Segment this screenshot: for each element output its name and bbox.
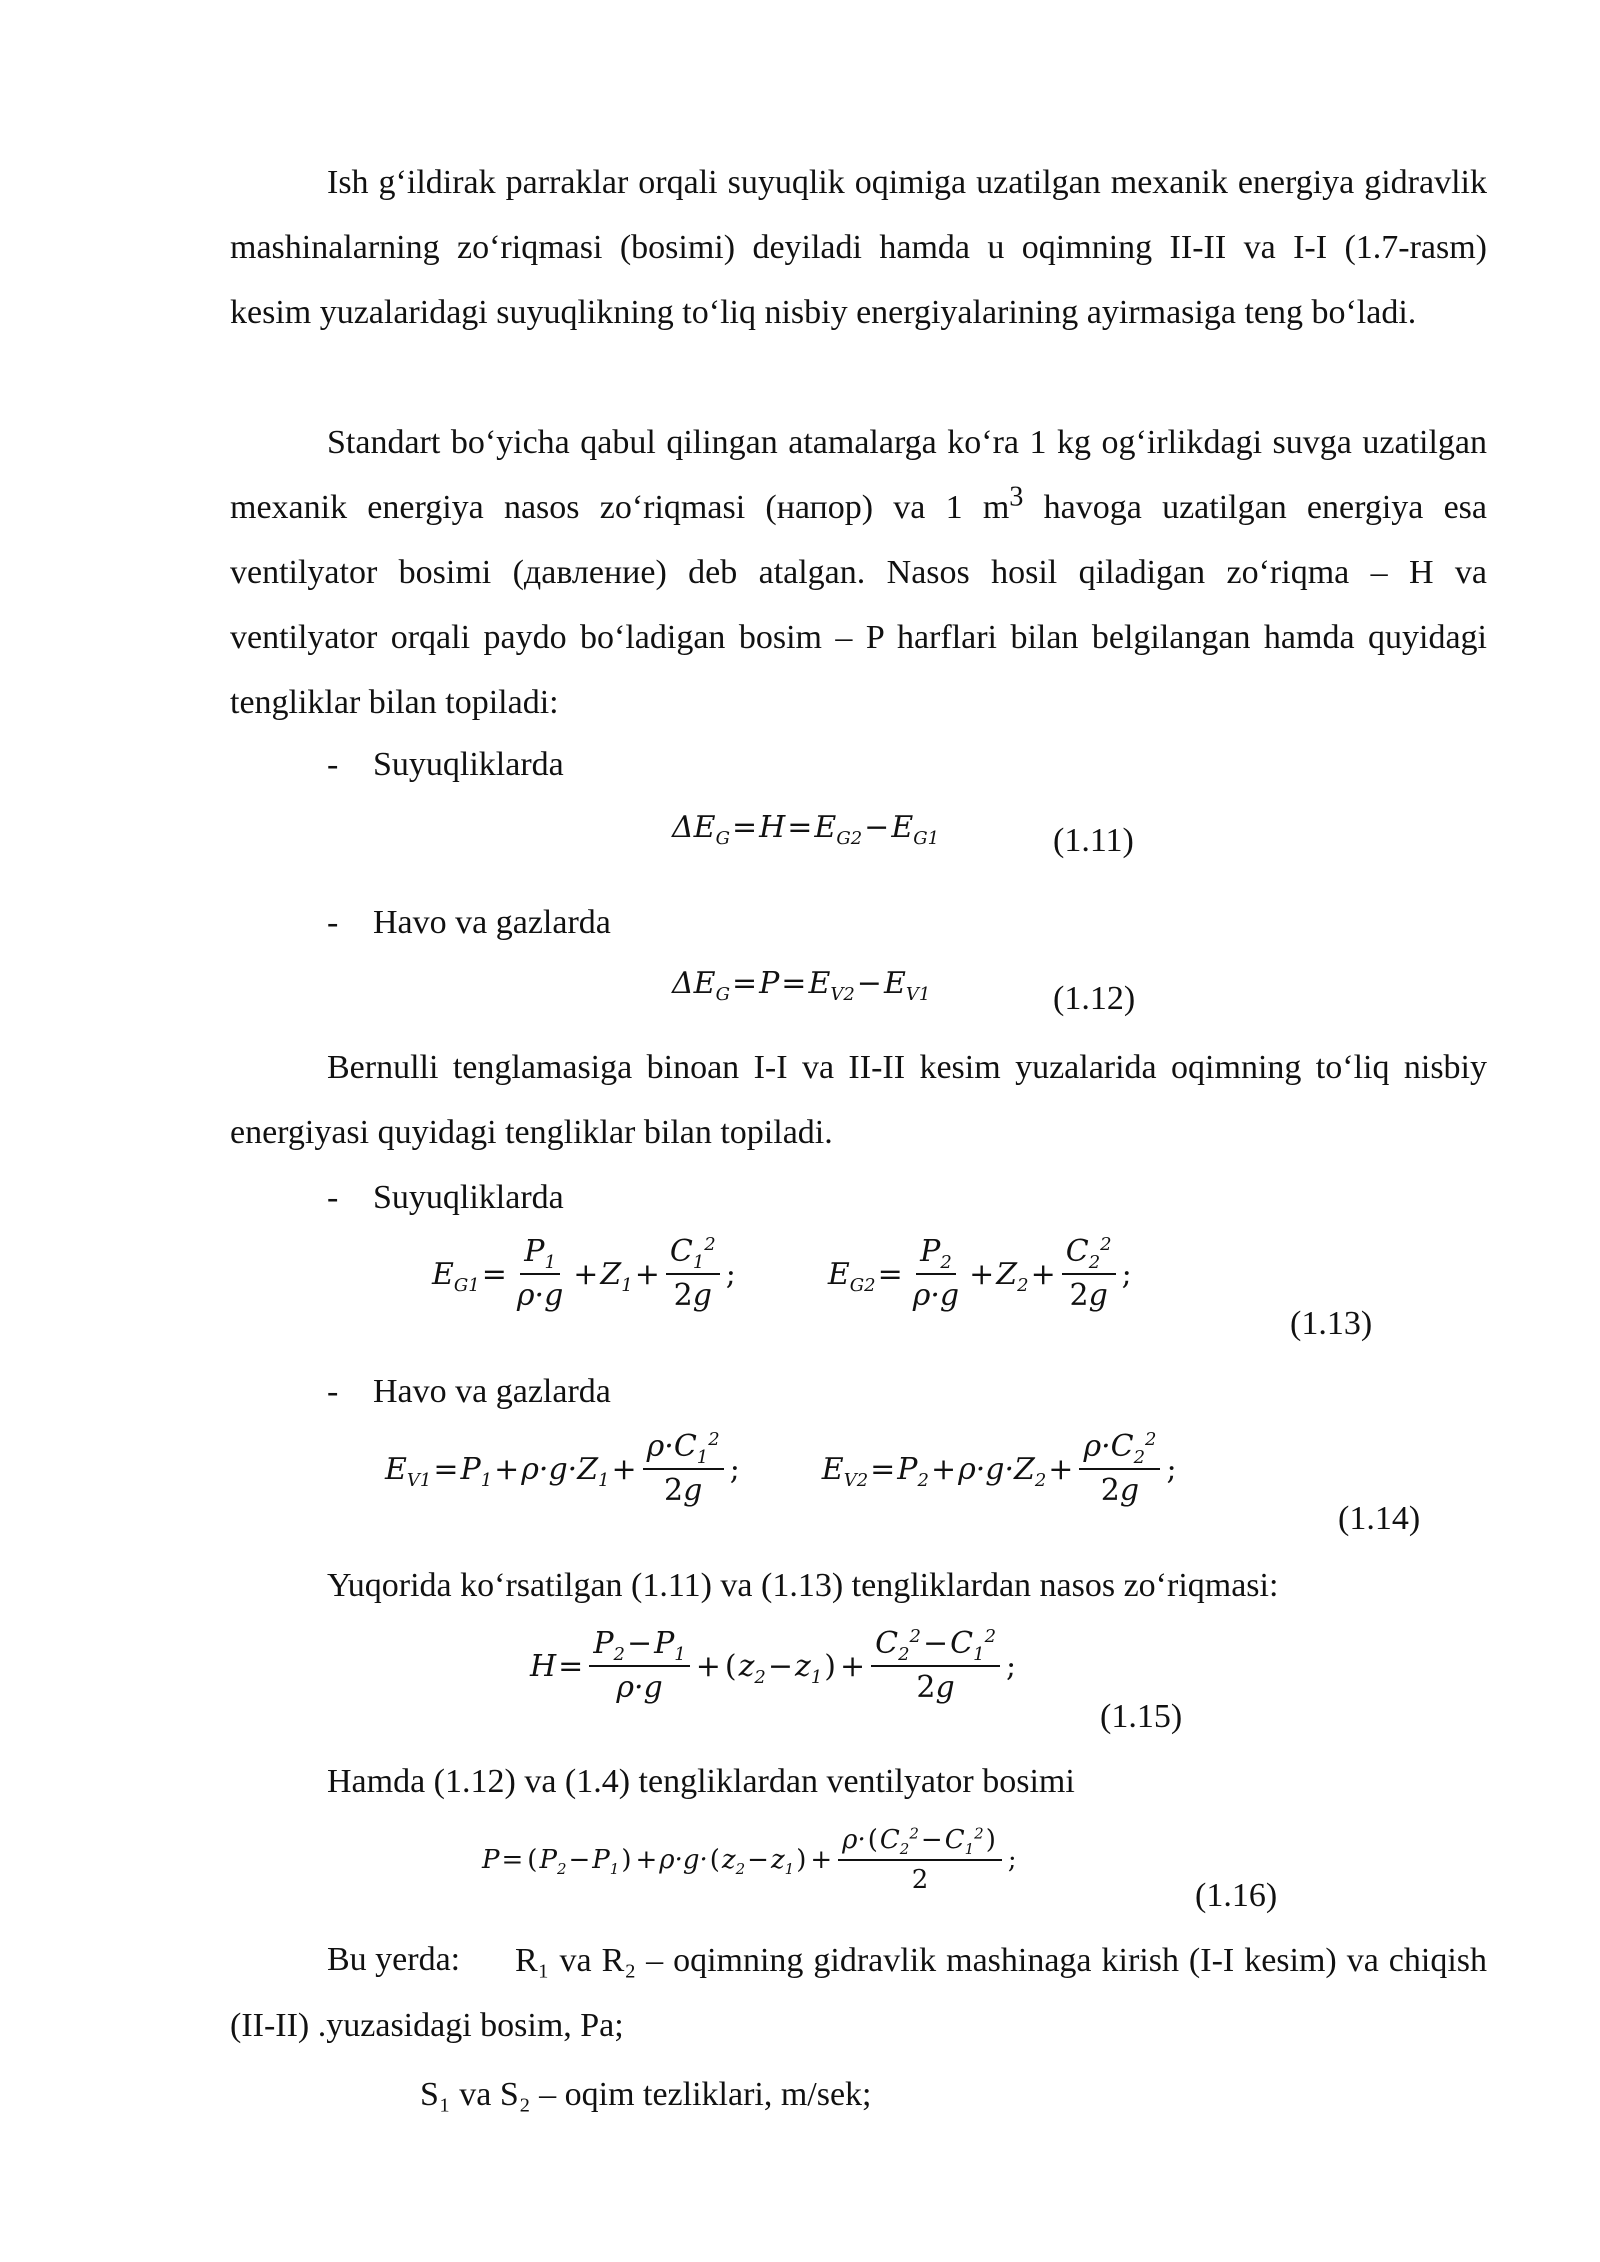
paragraph-velocity-definitions: S₁ va S₂ – oqim tezliklari, m/sek;	[420, 2076, 872, 2113]
list-dash: -	[327, 1179, 339, 1216]
equation-1-15: H = $\frac{P_2-P_1}{\rho\cdot g}$ + ( $z_2$ − $z_1$ ) + $\frac{C_2^2-C_1^2}{2g}$ ;	[530, 1626, 1017, 1705]
paragraph-where-lead: Bu yerda:	[327, 1941, 461, 1978]
equation-number-1-15: (1.15)	[1100, 1698, 1183, 1735]
equation-1-13: $E_{G1}$ = $\frac{P_1}{\rho\cdot g}$ + $Z_1$ + $\frac{C_1^2}{2g}$ ; $E_{G2}$ = $\frac{P_2}{\rho\cdot g}$ + $Z_2$ + $\frac{C_2^2}{2g}$ ;	[432, 1234, 1132, 1313]
list-item-label: Havo va gazlarda	[373, 904, 611, 941]
equation-number-1-11: (1.11)	[1053, 822, 1134, 859]
list-dash: -	[327, 904, 339, 941]
paragraph-where-definitions: R₁ va R₂ – oqimning gidravlik mashinaga kirish (I-I kesim) va chiqish (II-II) .yuzasidagi bosim, Pa;	[230, 1942, 1487, 2044]
list-item-label: Suyuqliklarda	[373, 746, 564, 783]
equation-1-14: $E_{V1}$ = $P_1$ + $\rho\cdot g\cdot Z_1$ + $\frac{\rho\cdot C_1^2}{2g}$ ; $E_{V2}$ = $P_2$ + $\rho\cdot g\cdot Z_2$ + $\frac{\rho\cdot C_2^2}{2g}$ ;	[385, 1429, 1177, 1508]
paragraph-fan-pressure: Hamda (1.12) va (1.4) tengliklardan ventilyator bosimi	[327, 1763, 1075, 1800]
equation-number-1-16: (1.16)	[1195, 1877, 1278, 1914]
paragraph-pump-head: Yuqorida ko‘rsatilgan (1.11) va (1.13) tengliklardan nasos zo‘riqmasi:	[327, 1567, 1279, 1604]
list-dash: -	[327, 746, 339, 783]
paragraph-bernoulli: Bernulli tenglamasiga binoan I-I va II-II kesim yuzalarida oqimning to‘liq nisbiy energiyasi quyidagi tengliklar bilan topiladi.	[230, 1049, 1487, 1151]
paragraph-standard	[230, 410, 1487, 735]
list-item-label: Havo va gazlarda	[373, 1373, 611, 1410]
equation-1-12: $\Delta E_G$ = P = $E_{V2}$ − $E_{V1}$	[672, 966, 931, 1005]
list-dash: -	[327, 1373, 339, 1410]
paragraph-standard-superscript: 3	[1009, 481, 1024, 513]
equation-1-11: $\Delta E_G$ = H = $E_{G2}$ − $E_{G1}$	[672, 810, 940, 849]
paragraph-intro: Ish g‘ildirak parraklar orqali suyuqlik oqimiga uzatilgan mexanik energiya gidravlik mashinalarning zo‘riqmasi (bosimi) deyiladi hamda u oqimning II-II va I-I (1.7-rasm) kesim yuzalaridagi suyuqlikning to‘liq nisbiy energiyalarining ayirmasiga teng bo‘ladi.	[230, 164, 1487, 331]
list-item-label: Suyuqliklarda	[373, 1179, 564, 1216]
equation-number-1-13: (1.13)	[1290, 1305, 1373, 1342]
paragraph-standard-part2: havoga uzatilgan energiya esa ventilyator bosimi (давление) deb atalgan. Nasos hosil qiladigan zo‘riqma – H va ventilyator orqali paydo bo‘ladigan bosim – P harflari bilan belgilangan hamda quyidagi tengliklar bilan topiladi:	[230, 489, 1488, 721]
equation-number-1-14: (1.14)	[1338, 1500, 1421, 1537]
equation-1-16: P = ( $P_2$ − $P_1$ ) + ρ·g· ( $z_2$ − $z_1$ ) + $\frac{\rho\cdot(C_2^2-C_1^2)}{2}$ ;	[482, 1824, 1017, 1895]
paragraph-standard-part1: Standart bo‘yicha qabul qilingan atamalarga ko‘ra 1 kg og‘irlikdagi suvga uzatilgan mexanik energiya nasos zo‘riqmasi (напор) va 1 m	[230, 424, 1487, 526]
equation-number-1-12: (1.12)	[1053, 980, 1136, 1017]
